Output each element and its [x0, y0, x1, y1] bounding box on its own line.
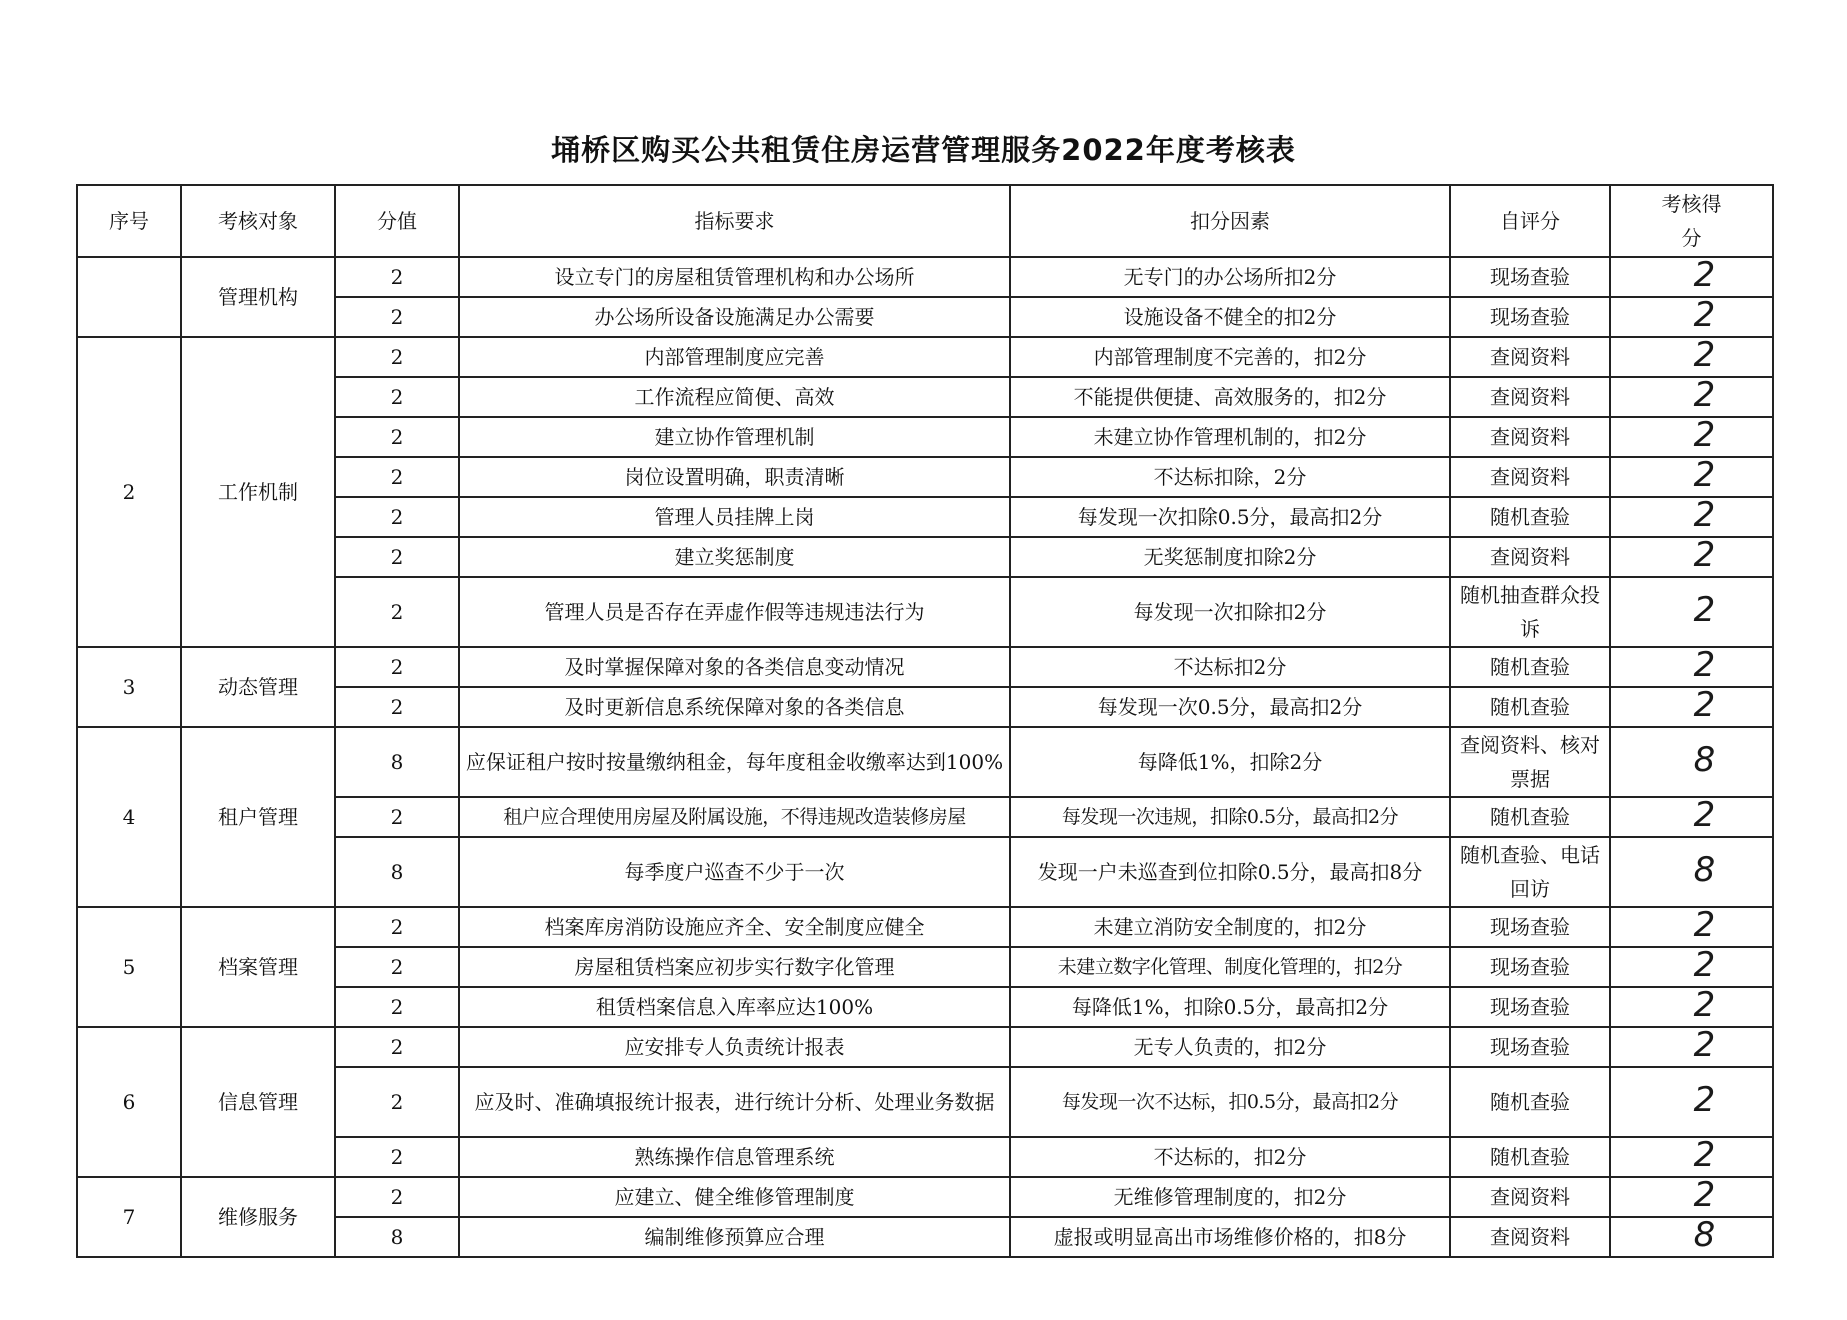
- header-assess: 考核得分: [1610, 185, 1773, 257]
- handwritten-score: 8: [1693, 850, 1716, 890]
- row-deduction: 无专门的办公场所扣2分: [1010, 257, 1450, 297]
- row-score: 8: [335, 1217, 459, 1257]
- row-self: 查阅资料: [1450, 377, 1610, 417]
- handwritten-score: 2: [1693, 297, 1716, 335]
- handwritten-score: 2: [1693, 987, 1716, 1025]
- row-deduction: 每发现一次扣除扣2分: [1010, 577, 1450, 647]
- row-requirement: 熟练操作信息管理系统: [459, 1137, 1010, 1177]
- row-deduction: 设施设备不健全的扣2分: [1010, 297, 1450, 337]
- row-assess: [1610, 1027, 1773, 1067]
- row-score: 2: [335, 377, 459, 417]
- row-score: 2: [335, 457, 459, 497]
- row-score: 2: [335, 1177, 459, 1217]
- handwritten-score: 8: [1693, 740, 1716, 780]
- row-self: 随机查验: [1450, 1137, 1610, 1177]
- row-object: 工作机制: [181, 337, 335, 647]
- row-requirement: 租户应合理使用房屋及附属设施，不得违规改造装修房屋: [459, 797, 1010, 837]
- row-self: 随机查验: [1450, 797, 1610, 837]
- table-row: [77, 647, 1773, 687]
- row-assess: [1610, 337, 1773, 377]
- header-row: [77, 185, 1773, 257]
- row-requirement: 岗位设置明确，职责清晰: [459, 457, 1010, 497]
- row-self: 现场查验: [1450, 907, 1610, 947]
- handwritten-score: 2: [1693, 907, 1716, 945]
- row-self: 现场查验: [1450, 257, 1610, 297]
- row-score: 2: [335, 497, 459, 537]
- row-score: 2: [335, 257, 459, 297]
- row-self: 查阅资料: [1450, 1217, 1610, 1257]
- handwritten-score: 2: [1693, 457, 1716, 495]
- handwritten-score: 2: [1693, 647, 1716, 685]
- row-requirement: 内部管理制度应完善: [459, 337, 1010, 377]
- row-assess: [1610, 297, 1773, 337]
- row-deduction: 不达标的，扣2分: [1010, 1137, 1450, 1177]
- row-requirement: 设立专门的房屋租赁管理机构和办公场所: [459, 257, 1010, 297]
- row-deduction: 不能提供便捷、高效服务的，扣2分: [1010, 377, 1450, 417]
- row-assess: [1610, 987, 1773, 1027]
- row-score: 2: [335, 647, 459, 687]
- table-row: [77, 1177, 1773, 1217]
- row-assess: [1610, 417, 1773, 457]
- handwritten-score: 2: [1693, 337, 1716, 375]
- handwritten-score: 2: [1693, 417, 1716, 455]
- row-requirement: 应及时、准确填报统计报表，进行统计分析、处理业务数据: [459, 1067, 1010, 1137]
- handwritten-score: 2: [1693, 797, 1716, 835]
- handwritten-score: 2: [1693, 1137, 1716, 1175]
- row-deduction: 每降低1%，扣除0.5分，最高扣2分: [1010, 987, 1450, 1027]
- row-seq: 6: [77, 1027, 181, 1177]
- row-self: 现场查验: [1450, 1027, 1610, 1067]
- header-deduction: 扣分因素: [1010, 185, 1450, 257]
- row-requirement: 每季度户巡查不少于一次: [459, 837, 1010, 907]
- row-assess: [1610, 727, 1773, 797]
- header-object: 考核对象: [181, 185, 335, 257]
- row-self: 随机查验: [1450, 1067, 1610, 1137]
- row-score: 2: [335, 337, 459, 377]
- row-self: 现场查验: [1450, 987, 1610, 1027]
- row-assess: [1610, 947, 1773, 987]
- row-self: 查阅资料、核对票据: [1450, 727, 1610, 797]
- handwritten-score: 2: [1693, 1027, 1716, 1065]
- table-row: [77, 337, 1773, 377]
- row-assess: [1610, 577, 1773, 647]
- row-assess: [1610, 797, 1773, 837]
- row-seq: [77, 257, 181, 337]
- row-deduction: 每发现一次0.5分，最高扣2分: [1010, 687, 1450, 727]
- handwritten-score: 2: [1693, 590, 1716, 630]
- table-row: [77, 257, 1773, 297]
- row-self: 随机抽查群众投诉: [1450, 577, 1610, 647]
- header-score: 分值: [335, 185, 459, 257]
- row-self: 查阅资料: [1450, 537, 1610, 577]
- row-score: 2: [335, 1067, 459, 1137]
- row-score: 2: [335, 797, 459, 837]
- row-score: 2: [335, 577, 459, 647]
- row-self: 查阅资料: [1450, 457, 1610, 497]
- row-object: 维修服务: [181, 1177, 335, 1257]
- table-row: [77, 907, 1773, 947]
- row-deduction: 每发现一次扣除0.5分，最高扣2分: [1010, 497, 1450, 537]
- row-score: 2: [335, 537, 459, 577]
- row-seq: 3: [77, 647, 181, 727]
- row-seq: 2: [77, 337, 181, 647]
- row-assess: [1610, 1217, 1773, 1257]
- row-requirement: 租赁档案信息入库率应达100%: [459, 987, 1010, 1027]
- row-self: 现场查验: [1450, 947, 1610, 987]
- row-object: 租户管理: [181, 727, 335, 907]
- row-self: 查阅资料: [1450, 337, 1610, 377]
- row-assess: [1610, 837, 1773, 907]
- row-deduction: 未建立协作管理机制的，扣2分: [1010, 417, 1450, 457]
- handwritten-score: 2: [1693, 1080, 1716, 1120]
- row-self: 查阅资料: [1450, 417, 1610, 457]
- row-assess: [1610, 1067, 1773, 1137]
- row-deduction: 内部管理制度不完善的，扣2分: [1010, 337, 1450, 377]
- row-object: 管理机构: [181, 257, 335, 337]
- row-score: 2: [335, 687, 459, 727]
- row-assess: [1610, 1137, 1773, 1177]
- row-deduction: 无奖惩制度扣除2分: [1010, 537, 1450, 577]
- row-score: 2: [335, 987, 459, 1027]
- row-score: 2: [335, 297, 459, 337]
- row-requirement: 房屋租赁档案应初步实行数字化管理: [459, 947, 1010, 987]
- row-assess: [1610, 1177, 1773, 1217]
- row-seq: 4: [77, 727, 181, 907]
- row-object: 信息管理: [181, 1027, 335, 1177]
- row-score: 2: [335, 1027, 459, 1067]
- row-seq: 5: [77, 907, 181, 1027]
- row-deduction: 未建立数字化管理、制度化管理的，扣2分: [1010, 947, 1450, 987]
- handwritten-score: 2: [1693, 537, 1716, 575]
- row-assess: [1610, 647, 1773, 687]
- row-requirement: 办公场所设备设施满足办公需要: [459, 297, 1010, 337]
- row-self: 随机查验: [1450, 687, 1610, 727]
- row-requirement: 建立协作管理机制: [459, 417, 1010, 457]
- row-requirement: 及时掌握保障对象的各类信息变动情况: [459, 647, 1010, 687]
- table-row: [77, 1027, 1773, 1067]
- row-requirement: 档案库房消防设施应齐全、安全制度应健全: [459, 907, 1010, 947]
- row-requirement: 管理人员是否存在弄虚作假等违规违法行为: [459, 577, 1010, 647]
- row-score: 8: [335, 837, 459, 907]
- assessment-table: [76, 184, 1774, 1258]
- row-requirement: 及时更新信息系统保障对象的各类信息: [459, 687, 1010, 727]
- row-requirement: 应建立、健全维修管理制度: [459, 1177, 1010, 1217]
- row-self: 随机查验、电话回访: [1450, 837, 1610, 907]
- handwritten-score: 2: [1693, 377, 1716, 415]
- row-deduction: 每发现一次不达标，扣0.5分，最高扣2分: [1010, 1067, 1450, 1137]
- row-deduction: 每降低1%，扣除2分: [1010, 727, 1450, 797]
- row-seq: 7: [77, 1177, 181, 1257]
- row-deduction: 虚报或明显高出市场维修价格的，扣8分: [1010, 1217, 1450, 1257]
- row-score: 2: [335, 947, 459, 987]
- row-score: 8: [335, 727, 459, 797]
- row-requirement: 建立奖惩制度: [459, 537, 1010, 577]
- handwritten-score: 2: [1693, 497, 1716, 535]
- row-self: 查阅资料: [1450, 1177, 1610, 1217]
- row-assess: [1610, 537, 1773, 577]
- row-deduction: 无专人负责的，扣2分: [1010, 1027, 1450, 1067]
- header-self: 自评分: [1450, 185, 1610, 257]
- row-deduction: 未建立消防安全制度的，扣2分: [1010, 907, 1450, 947]
- row-requirement: 编制维修预算应合理: [459, 1217, 1010, 1257]
- row-object: 动态管理: [181, 647, 335, 727]
- handwritten-score: 8: [1693, 1217, 1716, 1255]
- row-self: 现场查验: [1450, 297, 1610, 337]
- handwritten-score: 2: [1693, 257, 1716, 295]
- row-assess: [1610, 497, 1773, 537]
- header-seq: 序号: [77, 185, 181, 257]
- row-self: 随机查验: [1450, 497, 1610, 537]
- row-assess: [1610, 907, 1773, 947]
- row-requirement: 应安排专人负责统计报表: [459, 1027, 1010, 1067]
- page-title: 埇桥区购买公共租赁住房运营管理服务2022年度考核表: [551, 133, 1296, 167]
- row-requirement: 管理人员挂牌上岗: [459, 497, 1010, 537]
- row-deduction: 不达标扣2分: [1010, 647, 1450, 687]
- handwritten-score: 2: [1693, 1177, 1716, 1215]
- header-requirement: 指标要求: [459, 185, 1010, 257]
- row-assess: [1610, 687, 1773, 727]
- row-deduction: 每发现一次违规，扣除0.5分，最高扣2分: [1010, 797, 1450, 837]
- row-deduction: 无维修管理制度的，扣2分: [1010, 1177, 1450, 1217]
- row-assess: [1610, 257, 1773, 297]
- row-object: 档案管理: [181, 907, 335, 1027]
- row-requirement: 应保证租户按时按量缴纳租金，每年度租金收缴率达到100%: [459, 727, 1010, 797]
- handwritten-score: 2: [1693, 947, 1716, 985]
- row-score: 2: [335, 907, 459, 947]
- table-row: [77, 727, 1773, 797]
- row-requirement: 工作流程应简便、高效: [459, 377, 1010, 417]
- row-deduction: 不达标扣除，2分: [1010, 457, 1450, 497]
- row-deduction: 发现一户未巡查到位扣除0.5分，最高扣8分: [1010, 837, 1450, 907]
- row-assess: [1610, 377, 1773, 417]
- row-score: 2: [335, 417, 459, 457]
- row-assess: [1610, 457, 1773, 497]
- row-self: 随机查验: [1450, 647, 1610, 687]
- handwritten-score: 2: [1693, 687, 1716, 725]
- row-score: 2: [335, 1137, 459, 1177]
